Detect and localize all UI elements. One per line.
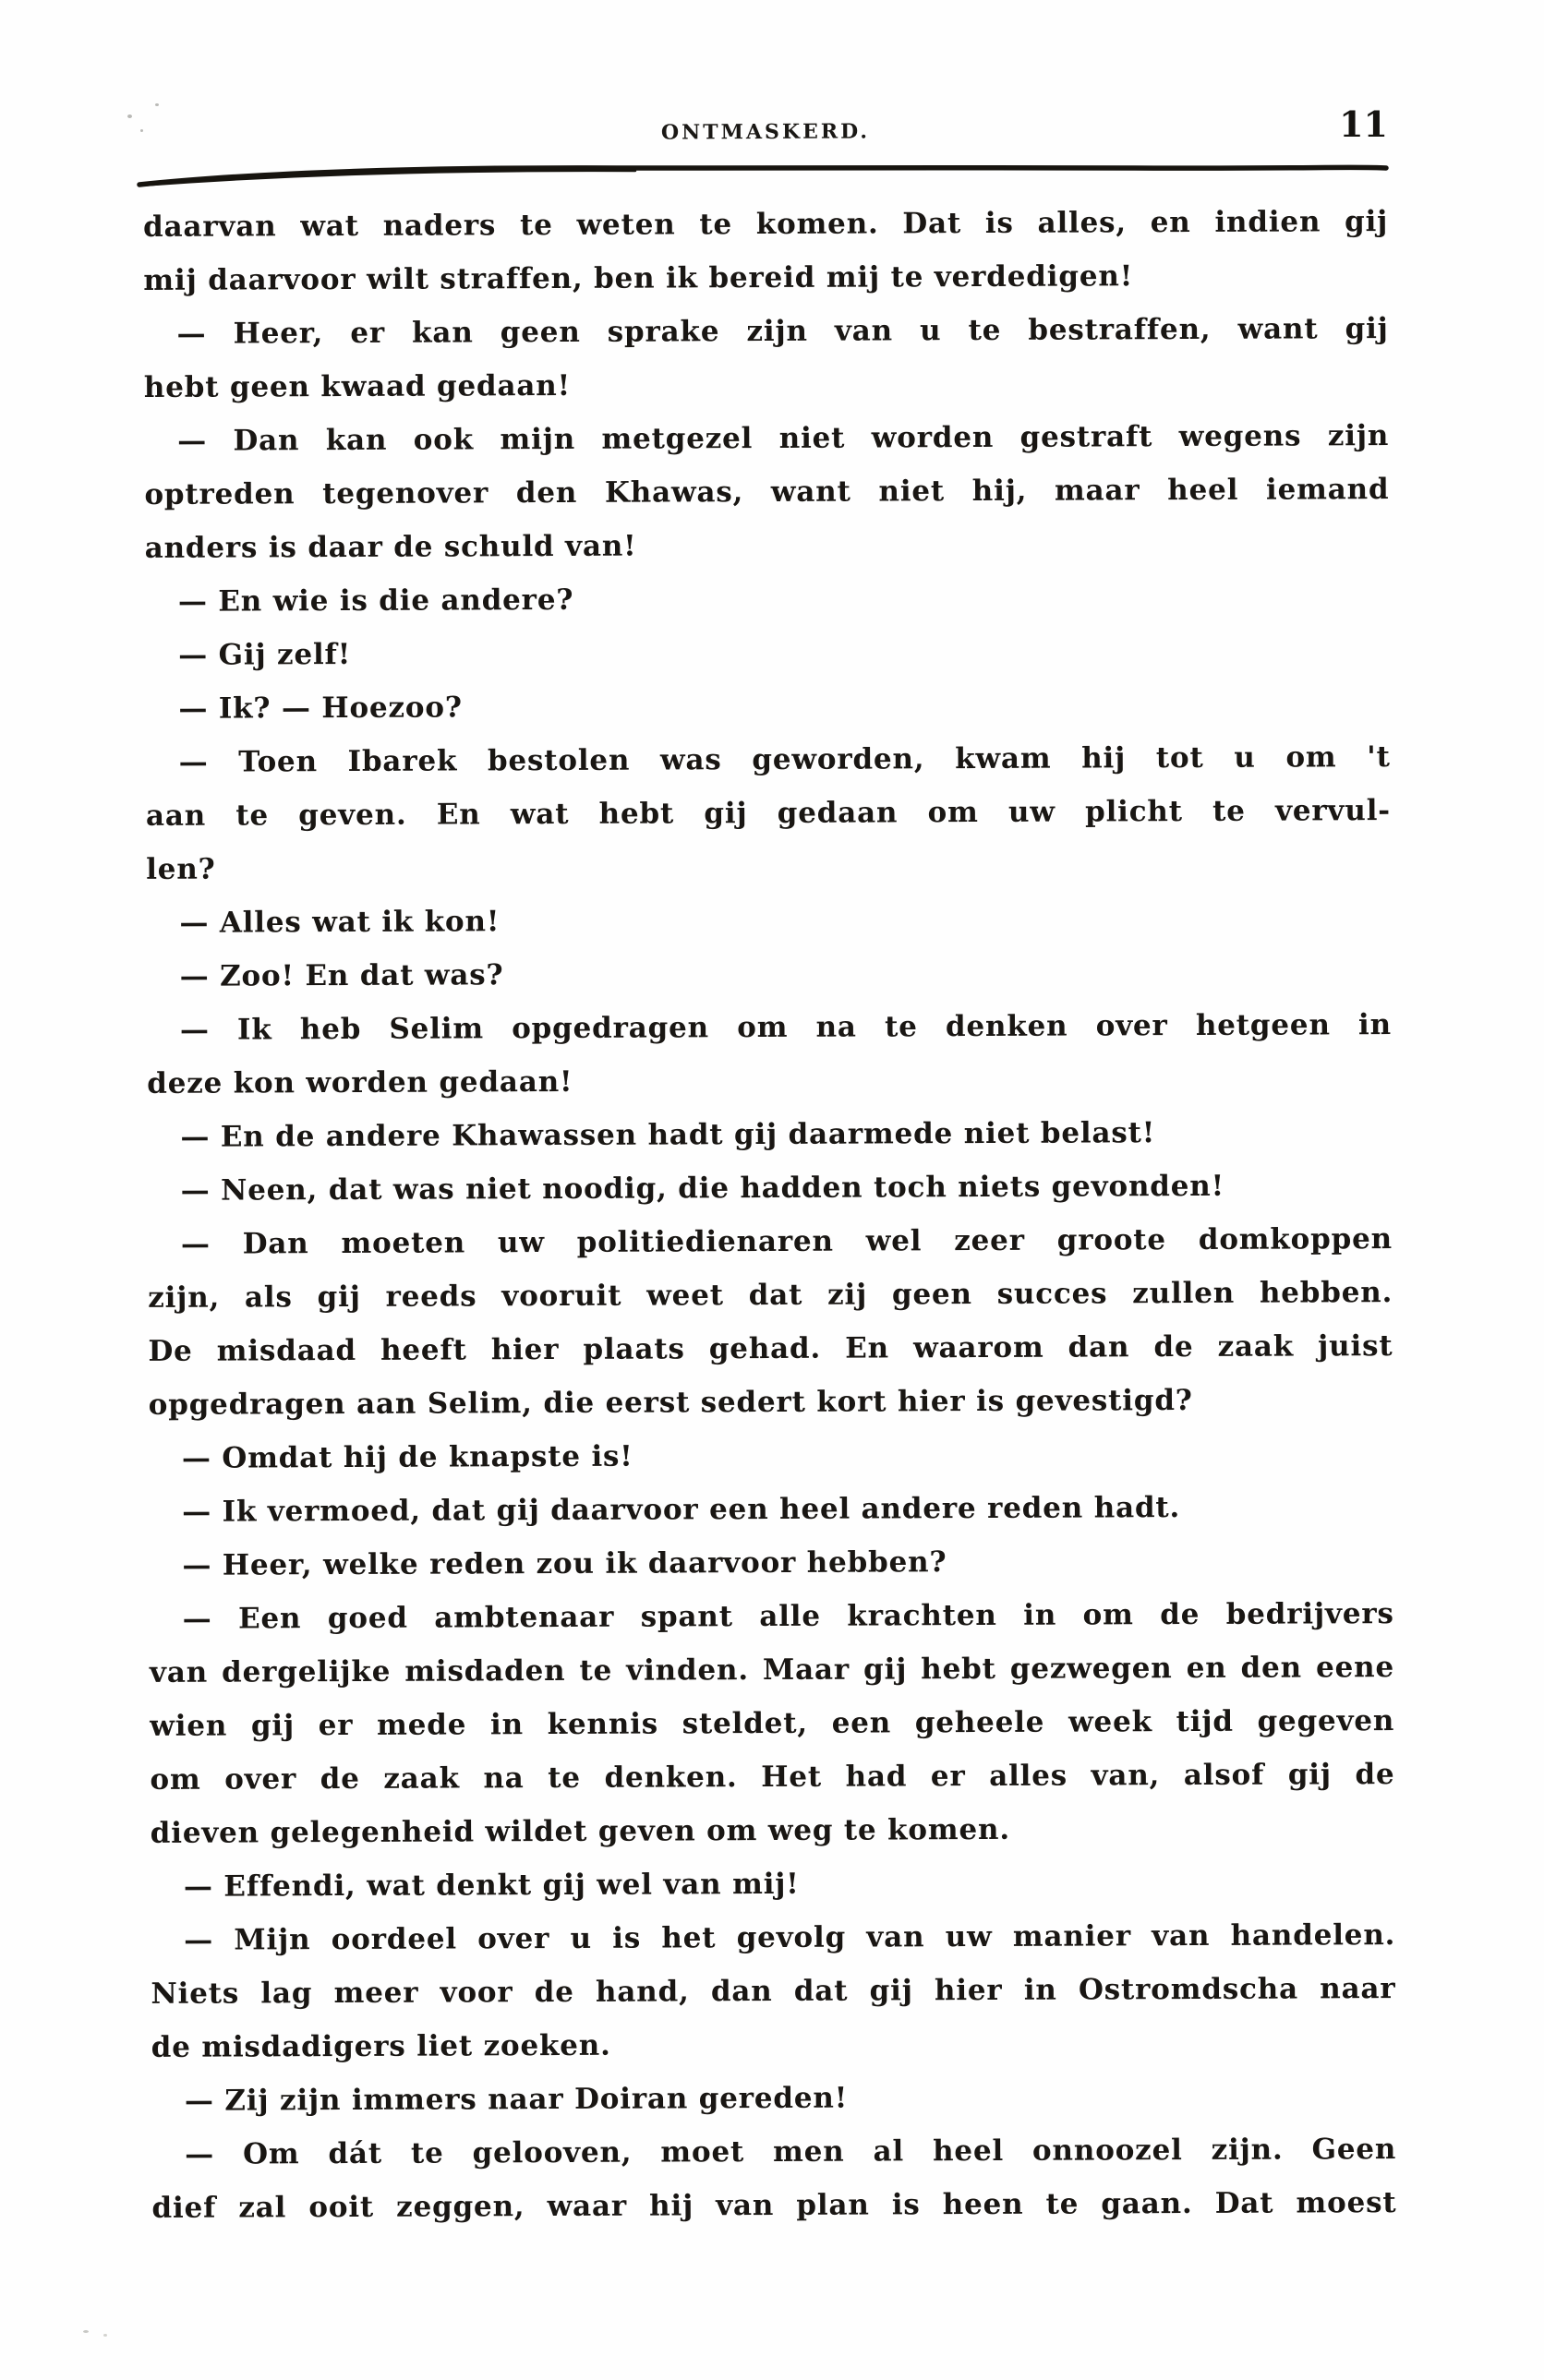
text-line: van dergelijke misdaden te vinden. Maar gij hebt gezwegen en den eene [149,1651,1395,1689]
text-line: dieven gelegenheid wildet geven om weg te komen. [150,1812,1010,1850]
text-line: — En wie is die andere? [177,583,574,619]
text-line: opgedragen aan Selim, die eerst sedert kort hier is gevestigd? [148,1383,1193,1422]
text-line: — Ik vermoed, dat gij daarvoor een heel andere reden hadt. [182,1491,1181,1529]
text-line: om over de zaak na te denken. Het had er alles van, alsof gij de [150,1758,1395,1797]
text-line: — Zij zijn immers naar Doiran gereden! [184,2081,849,2118]
text-line: Niets lag meer voor de hand, dan dat gij hier in Ostromdscha naar [151,1972,1396,2011]
text-line: dief zal ooit zeggen, waar hij van plan is heen te gaan. Dat moest [151,2186,1397,2225]
scan-speck [127,114,132,118]
text-line: mij daarvoor wilt straffen, ben ik bereid mij te verdedigen! [143,259,1134,297]
text-line: wien gij er mede in kennis steldet, een geheele week tijd gegeven [150,1704,1395,1743]
text-line: — Mijn oordeel over u is het gevolg van uw manier van handelen. [184,1918,1396,1957]
text-line: — Dan kan ook mijn metgezel niet worden gestraft wegens zijn [177,419,1390,458]
text-line: — Heer, welke reden zou ik daarvoor hebben? [182,1545,947,1582]
text-line: — Een goed ambtenaar spant alle krachten in om de bedrijvers [182,1597,1394,1636]
text-line: anders is daar de schuld van! [144,529,637,565]
text-line: — Heer, er kan geen sprake zijn van u te bestraffen, want gij [176,312,1389,351]
text-line: hebt geen kwaad gedaan! [143,368,572,404]
running-title: ONTMASKERD. [660,119,871,145]
text-line: daarvan wat naders te weten te komen. Dat is alles, en indien gij [143,205,1389,244]
text-line: de misdadigers liet zoeken. [151,2028,611,2064]
body-text-block [143,195,1397,2235]
text-line: — Gij zelf! [178,637,352,672]
text-line: deze kon worden gedaan! [147,1064,573,1100]
header-rule [137,159,1389,190]
text-line: — Alles wat ik kon! [179,905,501,940]
scan-speck [83,2330,89,2333]
text-line: — Ik? — Hoezoo? [178,691,463,726]
text-line: aan te geven. En wat hebt gij gedaan om uw plicht te vervul- [145,794,1391,833]
page-number: 11 [1339,103,1388,145]
text-line: — Effendi, wat denkt gij wel van mij! [183,1867,800,1904]
text-line: — En de andere Khawassen hadt gij daarmede niet belast! [180,1116,1156,1154]
text-line: — Neen, dat was niet noodig, die hadden toch niets gevonden! [180,1169,1225,1208]
text-line: — Toen Ibarek bestolen was geworden, kwam hij tot u om 't [178,740,1391,779]
text-line: — Omdat hij de knapste is! [181,1439,633,1475]
scan-speck [103,2334,107,2337]
text-line: De misdaad heeft hier plaats gehad. En waarom dan de zaak juist [148,1329,1393,1368]
text-line: len? [146,852,216,886]
text-line: — Ik heb Selim opgedragen om na te denken over hetgeen in [179,1008,1392,1047]
text-line: zijn, als gij reeds vooruit weet dat zij geen succes zullen hebben. [148,1276,1393,1315]
text-line: optreden tegenover den Khawas, want niet hij, maar heel iemand [144,473,1390,511]
text-line: — Zoo! En dat was? [179,958,504,993]
text-line: — Om dát te gelooven, moet men al heel onnoozel zijn. Geen [185,2133,1397,2171]
text-line: — Dan moeten uw politiedienaren wel zeer groote domkoppen [180,1222,1393,1261]
